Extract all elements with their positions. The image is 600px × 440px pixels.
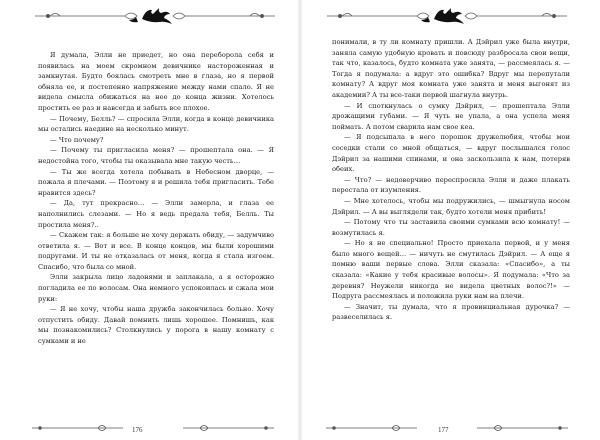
heart-flourish-icon: [32, 426, 274, 431]
paragraph: — Да, тут прекрасно… — Элли замерла, и глаза ее наполнились слезами. — Но я ведь предала тебя, Белль. Ты простила меня?..: [38, 199, 274, 229]
paragraph: — Потому что ты заставила своими сумками всю комнату! — возмутилась я.: [332, 218, 570, 237]
header-ornament: [322, 4, 572, 28]
paragraph: — Почему ты пригласила меня? — прошептала она. — Я недостойна того, чтобы ты оказывала мне такую честь…: [38, 146, 274, 165]
page-number: 177: [438, 426, 449, 434]
dragon-icon: [129, 8, 172, 24]
right-page: [300, 0, 600, 440]
dragon-icon: [421, 8, 464, 24]
footer-ornament: [28, 418, 278, 438]
right-page-text: [332, 37, 570, 323]
paragraph: — Я подсыпала в него порошок дружелюбия, чтобы мои соседки стали со мной общаться, — вдруг послышался голос Дэйрил за нашими спинами, и она заскользила к нам, потеряв обеих.: [332, 133, 570, 174]
paragraph: понимали, в ту ли комнату пришли. А Дэйрил уже была внутри, заняла самую удобную кровать и повсюду разбросала свои вещи, так что, казалось, будто комната уже занята, — рассмеялась я. — Тогда я подумала: а вдруг это ошибка? Вдруг мы перепутали комнату? А вдруг моя комната уже занята и меня выгонят из академии? А ты все-таки первой шагнула внутрь.: [332, 38, 570, 99]
header-ornament: [30, 4, 280, 28]
paragraph: Элли закрыла лицо ладонями и заплакала, а я осторожно погладила ее по волосам. Она немного успокоилась и сжала мои руки:: [38, 273, 274, 303]
page-number: 176: [132, 426, 143, 434]
paragraph: — И споткнулась о сумку Дэйрил, — прошептала Элли дрожащими губами. — Я чуть не упала, а она успела меня поймать. А потом сварила нам свое кеа.: [332, 101, 570, 131]
paragraph: Я думала, Элли не приедет, но она переборола себя и появилась на моем скромном девичнике настороженная и замкнутая. Будто боялась смотреть мне в глаза, но я первой обняла ее, и постепенно напряжение между нами спало. Я не видела смысла обижаться на нее до конца жизни. Хотелось простить ее раз и навсегда и забыть все плохое.: [38, 51, 274, 112]
book-gutter: [297, 0, 303, 440]
paragraph: — Что почему?: [50, 135, 104, 144]
paragraph: — Но я не специально! Просто приехала первой, и у меня было много вещей… — ничуть не смутилась Дэйрил. — А еще я помню ваши первые слова. Элли сказала: «Спасибо», а ты сказала: «Какие у тебя красивые волосы». Я подумала: «Что за деревня? Неужели никогда не видела цветных волос?!» — Подруга рассмеялась и положила руки нам на плечи.: [332, 239, 570, 301]
paragraph: — Значит, ты думала, что я провинциальная дурочка? — развеселилась я.: [332, 302, 570, 322]
paragraph: — Что? — недоверчиво переспросила Элли и даже плакать перестала от изумления.: [332, 175, 570, 195]
paragraph: — Скажем так: я больше не хочу держать обиду, — задумчиво ответила я. — Вот и все. В конце концов, мы были хорошими подругами. И ты не отказалась от меня, когда я стала изгоем. Спасибо, что была со мной.: [38, 231, 274, 271]
left-page-text: [38, 50, 274, 347]
paragraph: — Ты же всегда хотела побывать в Небесном дворце, — пожала я плечами. — Поэтому я и решила тебя пригласить. Тебе нравится здесь?: [38, 167, 274, 197]
paragraph: — Я не хочу, чтобы наша дружба закончилась больно. Хочу отпустить обиду. Давай помнить лишь хорошее. Помнишь, как мы познакомились? Столкнулись у порога в нашу комнату с сумками и не: [38, 305, 274, 346]
paragraph: — Мне хотелось, чтобы мы подружились, — шмыгнула носом Дэйрил. — А вы выглядели так, будто хотели меня прибить!: [332, 196, 570, 216]
paragraph: — Почему, Белль? — спросила Элли, когда в конце девичника мы остались наедине на несколько минут.: [38, 114, 274, 134]
